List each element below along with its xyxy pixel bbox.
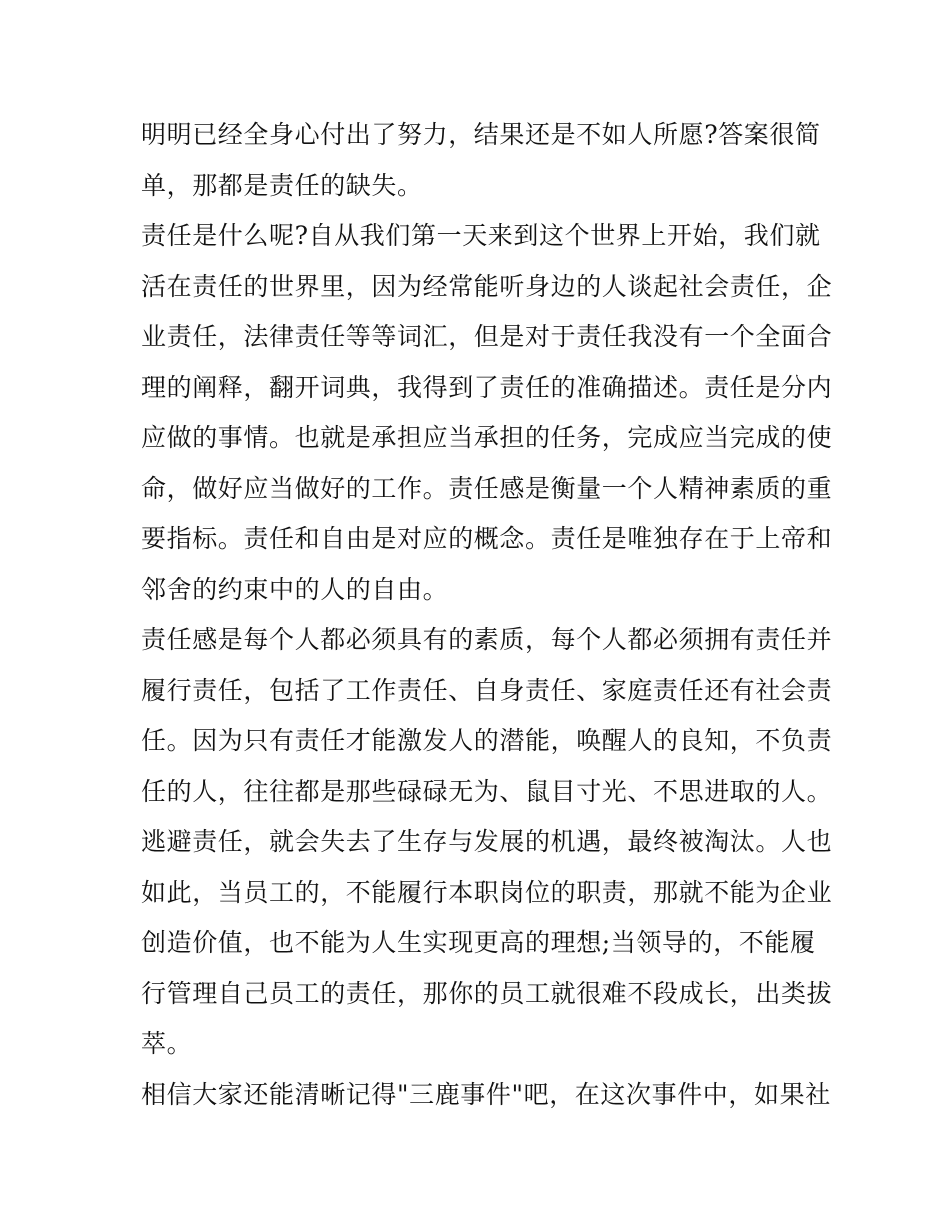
text-line: 理的阐释，翻开词典，我得到了责任的准确描述。责任是分内 xyxy=(141,372,833,402)
text-line: 明明已经全身心付出了努力，结果还是不如人所愿?答案很简 xyxy=(141,120,821,149)
text-line: 任。因为只有责任才能激发人的潜能，唤醒人的良知，不负责 xyxy=(141,726,833,755)
text-line: 命，做好应当做好的工作。责任感是衡量一个人精神素质的重 xyxy=(141,473,833,503)
paragraph-1 xyxy=(141,110,821,211)
text-line: 行管理自己员工的责任，那你的员工就很难不段成长，出类拔 xyxy=(141,978,833,1008)
text-line: 责任是什么呢?自从我们第一天来到这个世界上开始，我们就 xyxy=(141,221,821,250)
document-body xyxy=(141,110,833,1120)
text-line: 单，那都是责任的缺失。 xyxy=(141,170,423,200)
text-line: 逃避责任，就会失去了生存与发展的机遇，最终被淘汰。人也 xyxy=(141,827,833,856)
text-line: 要指标。责任和自由是对应的概念。责任是唯独存在于上帝和 xyxy=(141,524,833,553)
text-line: 邻舍的约束中的人的自由。 xyxy=(141,574,449,604)
text-line: 活在责任的世界里，因为经常能听身边的人谈起社会责任，企 xyxy=(141,271,833,301)
paragraph-4 xyxy=(141,1070,831,1121)
text-line: 责任感是每个人都必须具有的素质，每个人都必须拥有责任并 xyxy=(141,625,833,654)
paragraph-3 xyxy=(141,615,833,1070)
text-line: 如此，当员工的，不能履行本职岗位的职责，那就不能为企业 xyxy=(141,877,833,907)
text-line: 相信大家还能清晰记得"三鹿事件"吧，在这次事件中，如果社 xyxy=(141,1079,831,1109)
text-line: 应做的事情。也就是承担应当承担的任务，完成应当完成的使 xyxy=(141,423,833,452)
text-line: 履行责任，包括了工作责任、自身责任、家庭责任还有社会责 xyxy=(141,675,833,705)
paragraph-2 xyxy=(141,211,833,615)
text-line: 业责任，法律责任等等词汇，但是对于责任我没有一个全面合 xyxy=(141,322,833,351)
text-line: 创造价值，也不能为人生实现更高的理想;当领导的，不能履 xyxy=(141,928,816,957)
text-line: 萃。 xyxy=(141,1029,193,1058)
text-line: 任的人，往往都是那些碌碌无为、鼠目寸光、不思进取的人。 xyxy=(141,776,833,806)
